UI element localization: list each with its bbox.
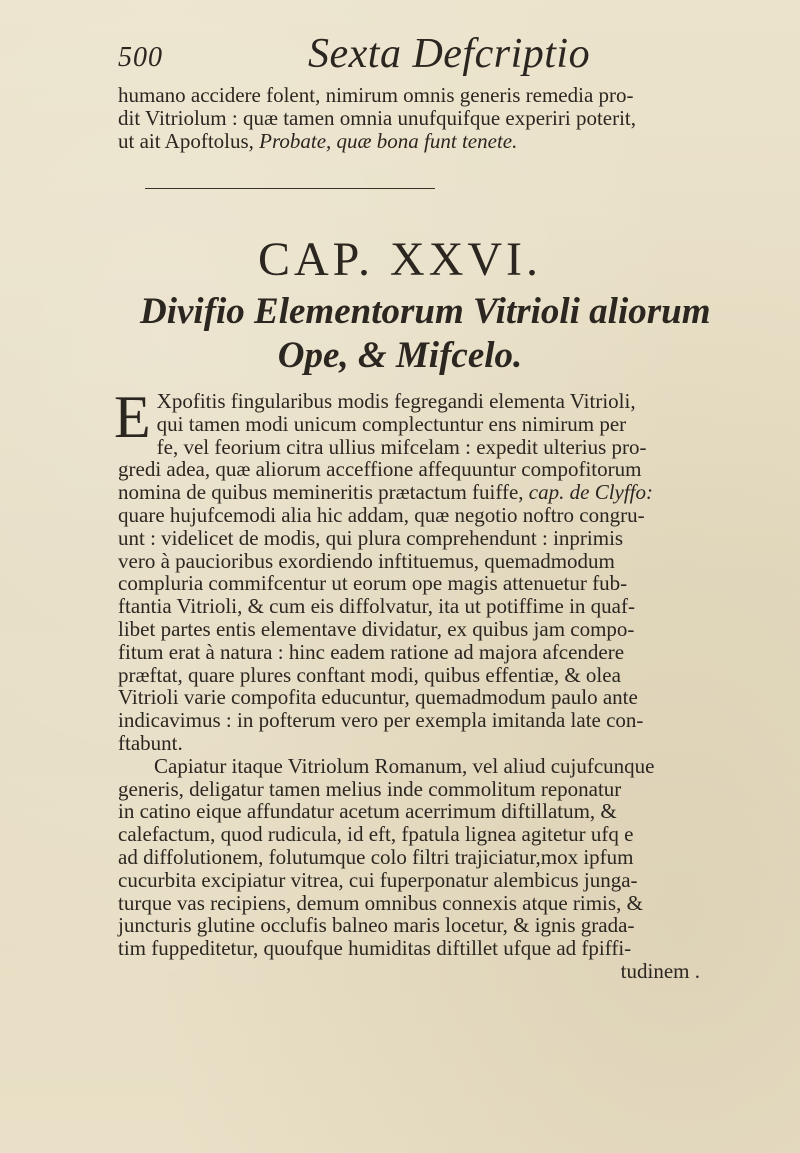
chapter-reference: cap. de Clyffo: bbox=[528, 480, 654, 505]
page-header bbox=[118, 28, 718, 88]
text-line: tim fuppeditetur, quoufque humiditas diftillet ufque ad fpiffi- bbox=[118, 936, 632, 961]
text-line bbox=[118, 130, 710, 153]
text-line: turque vas recipiens, demum omnibus connexis atque rimis, & bbox=[118, 890, 643, 915]
text-line: generis, deligatur tamen melius inde commolitum reponatur bbox=[118, 776, 622, 801]
text-line: calefactum, quod rudicula, id eft, fpatula lignea agitetur ufq e bbox=[118, 822, 634, 847]
text-line: vero à paucioribus exordiendo inftituemus, quemadmodum bbox=[118, 548, 615, 573]
text-line: humano accidere folent, nimirum omnis generis remedia pro- bbox=[118, 83, 634, 107]
text-line: Capiatur itaque Vitriolum Romanum, vel aliud cujufcunque bbox=[154, 753, 655, 778]
drop-cap: E bbox=[114, 384, 151, 450]
text-line: Vitrioli varie compofita educuntur, quemadmodum paulo ante bbox=[118, 685, 638, 710]
paragraph bbox=[118, 755, 710, 983]
chapter-subtitle-line1: Divifio Elementorum Vitrioli aliorum bbox=[140, 291, 711, 332]
text-line bbox=[118, 481, 710, 504]
text-line: qui tamen modi unicum complectuntur ens nimirum per bbox=[156, 411, 627, 436]
text-line: libet partes entis elementave dividatur, ex quibus jam compo- bbox=[118, 616, 635, 641]
intro-text bbox=[118, 84, 710, 152]
text-fragment: nomina de quibus memineritis prætactum fuiffe, bbox=[118, 480, 529, 505]
text-line: præftat, quare plures conftant modi, quibus effentiæ, & olea bbox=[118, 662, 621, 687]
text-line: unt : videlicet de modis, qui plura comprehendunt : inprimis bbox=[118, 525, 624, 550]
text-line: quare hujufcemodi alia hic addam, quæ negotio noftro congru- bbox=[118, 502, 645, 527]
divider-rule bbox=[145, 188, 435, 189]
text-line: ftabunt. bbox=[118, 730, 183, 755]
text-line: ftantia Vitrioli, & cum eis diffolvatur, ita ut potiffime in quaf- bbox=[118, 594, 635, 619]
text-line: in catino eique affundatur acetum acerrimum diftillatum, & bbox=[118, 799, 617, 824]
main-text bbox=[114, 384, 710, 983]
text-line: gredi adea, quæ aliorum acceffione affequuntur compofitorum bbox=[118, 457, 642, 482]
text-line: ad diffolutionem, folutumque colo filtri trajiciatur,mox ipfum bbox=[118, 844, 634, 869]
text-line: cucurbita excipiatur vitrea, cui fuperponatur alembicus junga- bbox=[118, 867, 638, 892]
chapter-subtitle-line2: Ope, & Mifcelo. bbox=[277, 335, 523, 376]
paragraph bbox=[114, 384, 710, 755]
text-line: compluria commifcentur ut eorum ope magis attenuetur fub- bbox=[118, 571, 628, 596]
text-line: indicavimus : in pofterum vero per exempla imitanda late con- bbox=[118, 708, 644, 733]
text-line: tudinem . bbox=[620, 958, 700, 983]
text-line: dit Vitriolum : quæ tamen omnia unufquifque experiri poterit, bbox=[118, 105, 637, 130]
text-line: juncturis glutine occlufis balneo maris locetur, & ignis grada- bbox=[118, 913, 635, 938]
running-title: Sexta Defcriptio bbox=[308, 31, 591, 77]
scripture-quote: Probate, quæ bona funt tenete. bbox=[259, 128, 518, 153]
text-line: Xpofitis fingularibus modis fegregandi elementa Vitrioli, bbox=[156, 389, 636, 413]
chapter-heading: CAP. XXVI. bbox=[257, 233, 543, 286]
page-number: 500 bbox=[118, 42, 163, 73]
text-fragment: ut ait Apoftolus, bbox=[118, 128, 260, 153]
text-line: fe, vel feorium citra ullius mifcelam : expedit ulterius pro- bbox=[156, 434, 647, 459]
text-line: fitum erat à natura : hinc eadem ratione ad majora afcendere bbox=[118, 639, 625, 664]
